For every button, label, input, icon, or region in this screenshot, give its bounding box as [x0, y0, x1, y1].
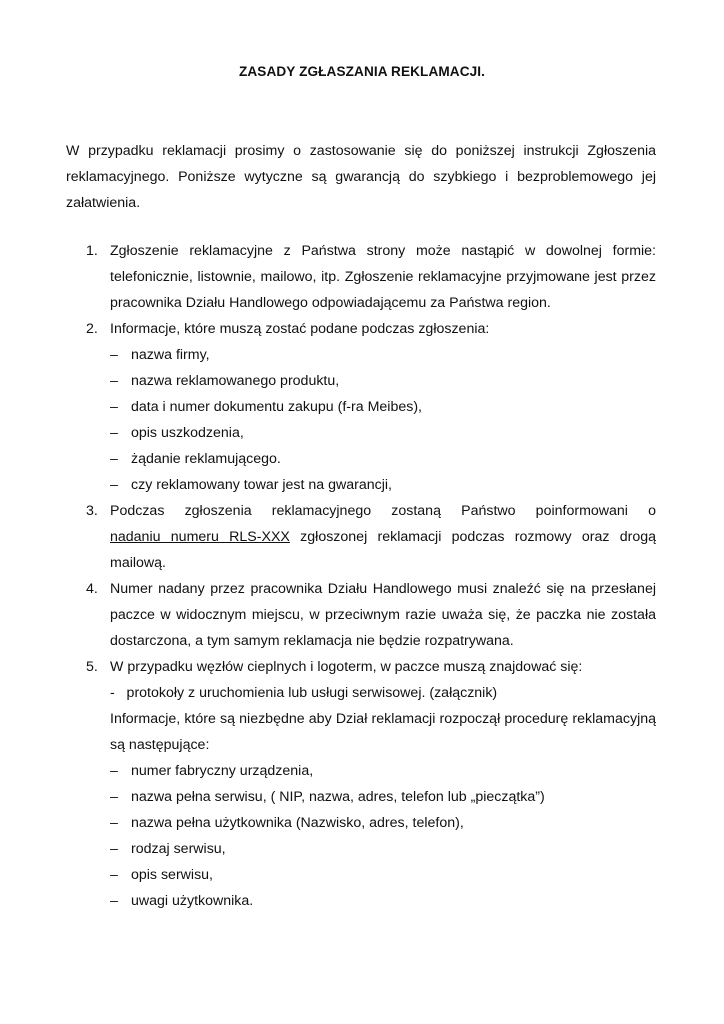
rls-number-underlined: nadaniu numeru RLS-XXX	[110, 529, 290, 545]
bullet-item	[66, 342, 656, 368]
bullet-item	[66, 888, 656, 914]
dash-marker: –	[110, 399, 118, 415]
dash-marker: –	[110, 893, 118, 909]
dash-marker: –	[110, 451, 118, 467]
bullet-text: żądanie reklamującego.	[131, 451, 281, 467]
list-item-text-line1: Podczas zgłoszenia reklamacyjnego zostaną Państwo poinformowani o	[110, 503, 656, 519]
list-item-text-rest	[110, 524, 656, 576]
dash-marker: –	[110, 373, 118, 389]
list-item-3	[66, 498, 656, 576]
bullet-item	[66, 836, 656, 862]
bullet-item	[66, 368, 656, 394]
dash-marker: –	[110, 867, 118, 883]
list-item-1	[66, 238, 656, 316]
bullet-item	[66, 784, 656, 810]
list-item-4	[66, 576, 656, 654]
list-item-text: Numer nadany przez pracownika Działu Handlowego musi znaleźć się na przesłanej paczce w widocznym miejscu, w przeciwnym razie uważa się, że paczka nie została dostarczona, a tym samym reklamacja nie będzie rozpatrywana.	[110, 581, 656, 649]
dash-marker: –	[110, 425, 118, 441]
protocol-line	[66, 680, 656, 706]
bullet-text: nazwa firmy,	[131, 347, 210, 363]
list-item-text: zgłoszonej reklamacji podczas rozmowy oraz drogą mailową.	[110, 529, 656, 571]
instruction-list	[66, 238, 656, 914]
document-title: ZASADY ZGŁASZANIA REKLAMACJI.	[238, 64, 486, 79]
dash-marker: –	[110, 841, 118, 857]
bullet-item	[66, 446, 656, 472]
list-item-2	[66, 316, 656, 342]
bullet-text: nazwa pełna serwisu, ( NIP, nazwa, adres, telefon lub „pieczątka”)	[131, 789, 545, 805]
list-number: 2.	[86, 321, 98, 337]
list-number: 5.	[86, 659, 98, 675]
bullet-text: opis serwisu,	[131, 867, 214, 883]
list-number: 4.	[86, 581, 98, 597]
bullet-text: nazwa reklamowanego produktu,	[131, 373, 340, 389]
bullet-item	[66, 862, 656, 888]
bullet-text: opis uszkodzenia,	[131, 425, 244, 441]
bullet-text: nazwa pełna użytkownika (Nazwisko, adres, telefon),	[131, 815, 464, 831]
bullet-text: data i numer dokumentu zakupu (f-ra Meibes),	[131, 399, 422, 415]
dash-marker: –	[110, 763, 118, 779]
dash-marker: –	[110, 789, 118, 805]
dash-marker: –	[110, 347, 118, 363]
bullet-text: czy reklamowany towar jest na gwarancji,	[131, 477, 392, 493]
bullet-item	[66, 758, 656, 784]
bullet-text: rodzaj serwisu,	[131, 841, 226, 857]
list-item-5	[66, 654, 656, 680]
list-item-text: Zgłoszenie reklamacyjne z Państwa strony może nastąpić w dowolnej formie: telefonicznie, listownie, mailowo, itp. Zgłoszenie reklamacyjne przyjmowane jest przez pracownika Działu Handlowego odpowiadającemu za Państwa region.	[110, 243, 656, 311]
bullet-text: uwagi użytkownika.	[131, 893, 254, 909]
bullet-item	[66, 394, 656, 420]
bullet-item	[66, 472, 656, 498]
bullet-text: numer fabryczny urządzenia,	[131, 763, 314, 779]
protocol-text: - protokoły z uruchomienia lub usługi serwisowej. (załącznik)	[110, 685, 498, 701]
list-item-text: Informacje, które muszą zostać podane podczas zgłoszenia:	[110, 321, 490, 337]
intro-paragraph: W przypadku reklamacji prosimy o zastosowanie się do poniższej instrukcji Zgłoszenia reklamacyjnego. Poniższe wytyczne są gwarancją do szybkiego i bezproblemowego jej załatwienia.	[66, 143, 656, 211]
dash-marker: –	[110, 815, 118, 831]
list-item-text: W przypadku węzłów cieplnych i logoterm, w paczce muszą znajdować się:	[110, 659, 583, 675]
list-number: 3.	[86, 503, 98, 519]
info-paragraph: Informacje, które są niezbędne aby Dział reklamacji rozpoczął procedurę reklamacyjną są następujące:	[110, 711, 656, 753]
dash-marker: –	[110, 477, 118, 493]
bullet-item	[66, 810, 656, 836]
list-number: 1.	[86, 243, 98, 259]
bullet-item	[66, 420, 656, 446]
